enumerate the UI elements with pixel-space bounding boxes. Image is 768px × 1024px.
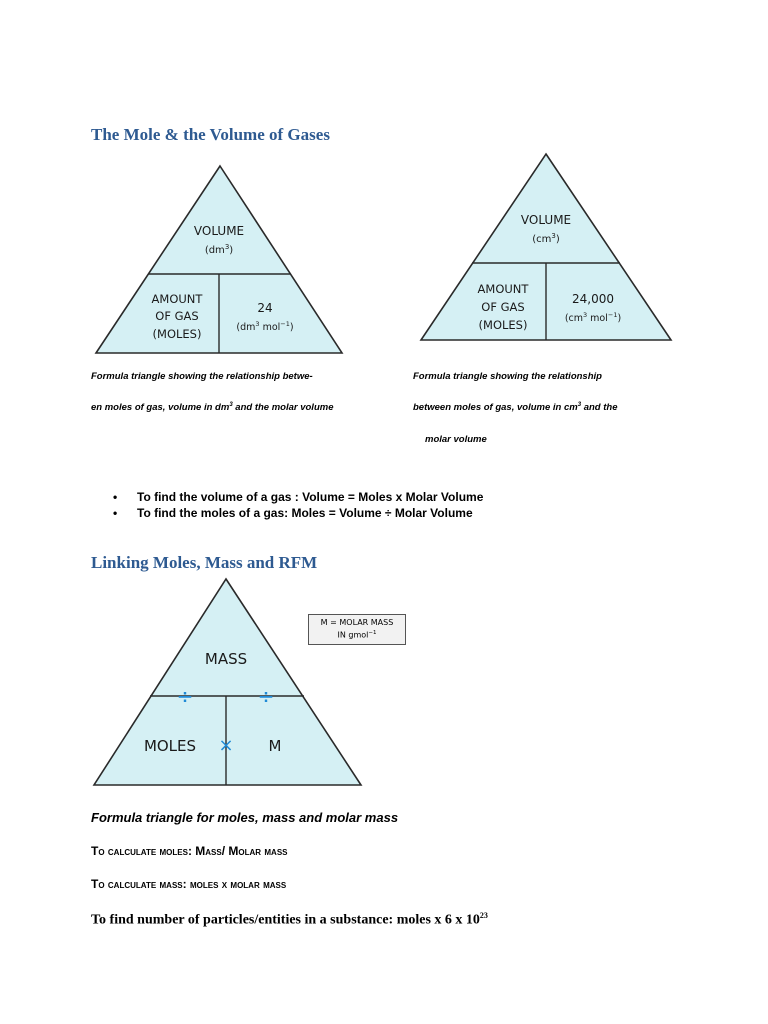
triangle2-left-line1: AMOUNT — [477, 282, 529, 296]
list-item: • To find the volume of a gas : Volume = Moles x Molar Volume — [113, 489, 483, 505]
triangle2-top-label: VOLUME — [520, 213, 572, 227]
molar-mass-legend-box — [308, 614, 406, 645]
caption-triangle1-line1: Formula triangle showing the relationship betwe- — [91, 371, 313, 382]
caption-triangle3: Formula triangle for moles, mass and molar mass — [91, 810, 399, 825]
triangle3-top-label: MASS — [204, 650, 248, 668]
triangle2-right-unit: ($cm^3$ mol$^{-1}$) — [564, 311, 622, 324]
molar-mass-legend-line2: IN gmol$^{-1}$ — [337, 630, 377, 640]
triangle1-top-unit: $(dm^3)$ — [204, 243, 234, 256]
calc-moles-text: To calculate moles: Mass/ Molar mass — [91, 844, 288, 858]
section-heading-moles-mass-rfm: Linking Moles, Mass and RFM — [91, 553, 318, 572]
triangle1-left-line1: AMOUNT — [151, 292, 203, 306]
triangle3-left-label: MOLES — [143, 737, 197, 755]
calc-mass-text: To calculate mass: moles x molar mass — [91, 877, 287, 891]
divide-icon: ÷ — [176, 684, 194, 708]
multiply-icon: × — [218, 735, 234, 756]
triangle2-top-unit: $(cm^3)$ — [532, 232, 560, 245]
triangle2-left-line3: (MOLES) — [478, 318, 528, 332]
formula-triangle-dm3 — [90, 160, 350, 360]
molar-mass-legend-line1: M = MOLAR MASS — [320, 618, 394, 627]
triangle3-right-label: M — [268, 737, 282, 755]
formula-triangle-mass — [90, 575, 365, 790]
list-item: • To find the moles of a gas: Moles = Volume ÷ Molar Volume — [113, 505, 483, 521]
particles-formula-text: To find number of particles/entities in a substance: moles x 6 x $10^{23}$ — [91, 911, 488, 928]
gas-formula-list — [113, 489, 483, 521]
divide-icon: ÷ — [257, 684, 275, 708]
triangle1-top-label: VOLUME — [193, 224, 245, 238]
formula-triangle-cm3 — [415, 150, 677, 345]
triangle1-left-line3: (MOLES) — [152, 327, 202, 341]
caption-triangle2-line3: molar volume — [425, 434, 487, 445]
triangle1-right-value: 24 — [257, 301, 273, 315]
caption-triangle2-line1: Formula triangle showing the relationship — [413, 371, 602, 382]
triangle1-right-unit: ($dm^3$ mol$^{-1}$) — [236, 320, 294, 333]
section-heading-volume-of-gases: The Mole & the Volume of Gases — [91, 125, 330, 144]
caption-triangle1-line2: en moles of gas, volume in $dm^3$ and the molar volume — [91, 402, 334, 414]
triangle1-left-line2: OF GAS — [155, 309, 199, 323]
triangle2-right-value: 24,000 — [572, 292, 614, 306]
caption-triangle2-line2: between moles of gas, volume in $cm^3$ and the — [413, 402, 618, 414]
triangle2-left-line2: OF GAS — [481, 300, 525, 314]
